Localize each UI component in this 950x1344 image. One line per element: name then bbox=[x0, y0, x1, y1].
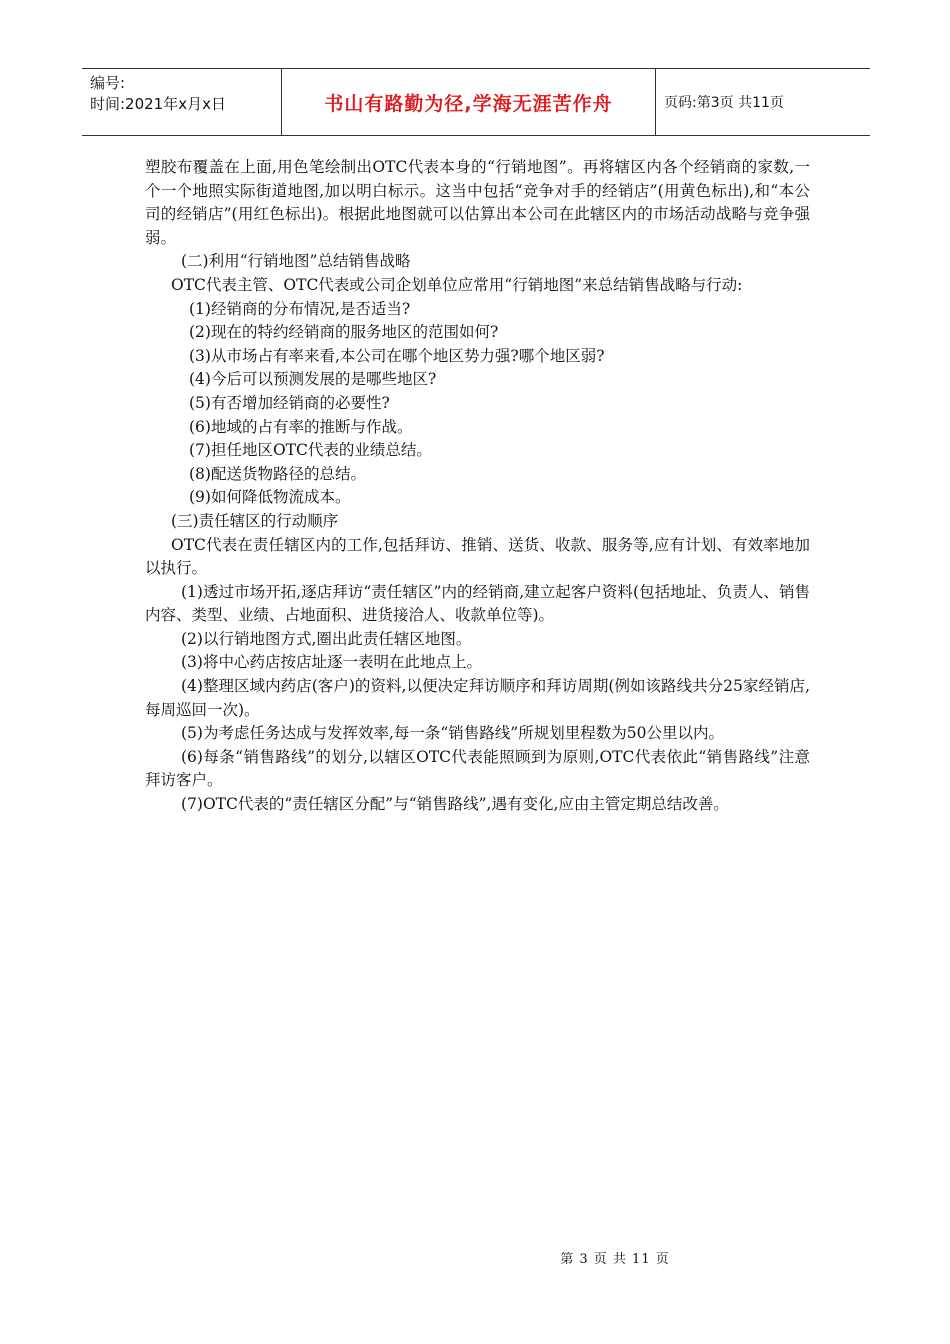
list-item: (1)经销商的分布情况,是否适当? bbox=[189, 299, 411, 318]
list-item: (7)担任地区OTC代表的业绩总结。 bbox=[189, 441, 432, 460]
list-item: (2)现在的特约经销商的服务地区的范围如何? bbox=[189, 323, 499, 342]
header-meta bbox=[82, 69, 282, 135]
document-date: 时间:2021年x月x日 bbox=[90, 95, 226, 113]
section-3-paragraph: OTC代表在责任辖区内的工作,包括拜访、推销、送货、收款、服务等,应有计划、有效率地加以执行。 bbox=[145, 535, 810, 578]
list-item: (3)将中心药店按店址逐一表明在此地点上。 bbox=[181, 653, 482, 672]
list-item: (5)有否增加经销商的必要性? bbox=[189, 393, 390, 412]
section-3-title: (三)责任辖区的行动顺序 bbox=[171, 511, 339, 530]
section-2-paragraph: OTC代表主管、OTC代表或公司企划单位应常用“行销地图”来总结销售战略与行动: bbox=[171, 275, 743, 294]
page-footer: 第 3 页 共 11 页 bbox=[560, 1252, 670, 1267]
list-item: (1)透过市场开拓,逐店拜访“责任辖区”内的经销商,建立起客户资料(包括地址、负责人、销售内容、类型、业绩、占地面积、进货接洽人、收款单位等)。 bbox=[145, 582, 810, 625]
list-item: (5)为考虑任务达成与发挥效率,每一条“销售路线”所规划里程数为50公里以内。 bbox=[181, 724, 724, 743]
list-item: (4)今后可以预测发展的是哪些地区? bbox=[189, 370, 437, 389]
list-item: (9)如何降低物流成本。 bbox=[189, 488, 351, 507]
list-item: (8)配送货物路径的总结。 bbox=[189, 464, 366, 483]
intro-paragraph: 塑胶布覆盖在上面,用色笔绘制出OTC代表本身的“行销地图”。再将辖区内各个经销商的家数,一个一个地照实际街道地图,加以明白标示。这当中包括“竞争对手的经销店”(用黄色标出),和“本公司的经销店”(用红色标出)。根据此地图就可以估算出本公司在此辖区内的市场活动战略与竞争强弱。 bbox=[145, 158, 810, 247]
list-item: (6)每条“销售路线”的划分,以辖区OTC代表能照顾到为原则,OTC代表依此“销售路线”注意拜访客户。 bbox=[145, 747, 810, 790]
page-header bbox=[82, 68, 870, 136]
list-item: (3)从市场占有率来看,本公司在哪个地区势力强?哪个地区弱? bbox=[189, 346, 605, 365]
document-number-label: 编号: bbox=[90, 74, 126, 92]
header-page-info: 页码:第3页 共11页 bbox=[664, 95, 784, 111]
list-item: (4)整理区域内药店(客户)的资料,以便决定拜访顺序和拜访周期(例如该路线共分25家经销店,每周巡回一次)。 bbox=[145, 677, 810, 719]
section-2-list bbox=[145, 298, 810, 510]
header-motto: 书山有路勤为径,学海无涯苦作舟 bbox=[282, 69, 656, 135]
list-item: (7)OTC代表的“责任辖区分配”与“销售路线”,遇有变化,应由主管定期总结改善。 bbox=[181, 795, 729, 814]
list-item: (2)以行销地图方式,圈出此责任辖区地图。 bbox=[181, 629, 472, 648]
list-item: (6)地域的占有率的推断与作战。 bbox=[189, 417, 413, 436]
section-2-title: (二)利用“行销地图”总结销售战略 bbox=[181, 252, 411, 271]
section-3-list bbox=[145, 581, 810, 817]
document-body bbox=[145, 156, 810, 817]
